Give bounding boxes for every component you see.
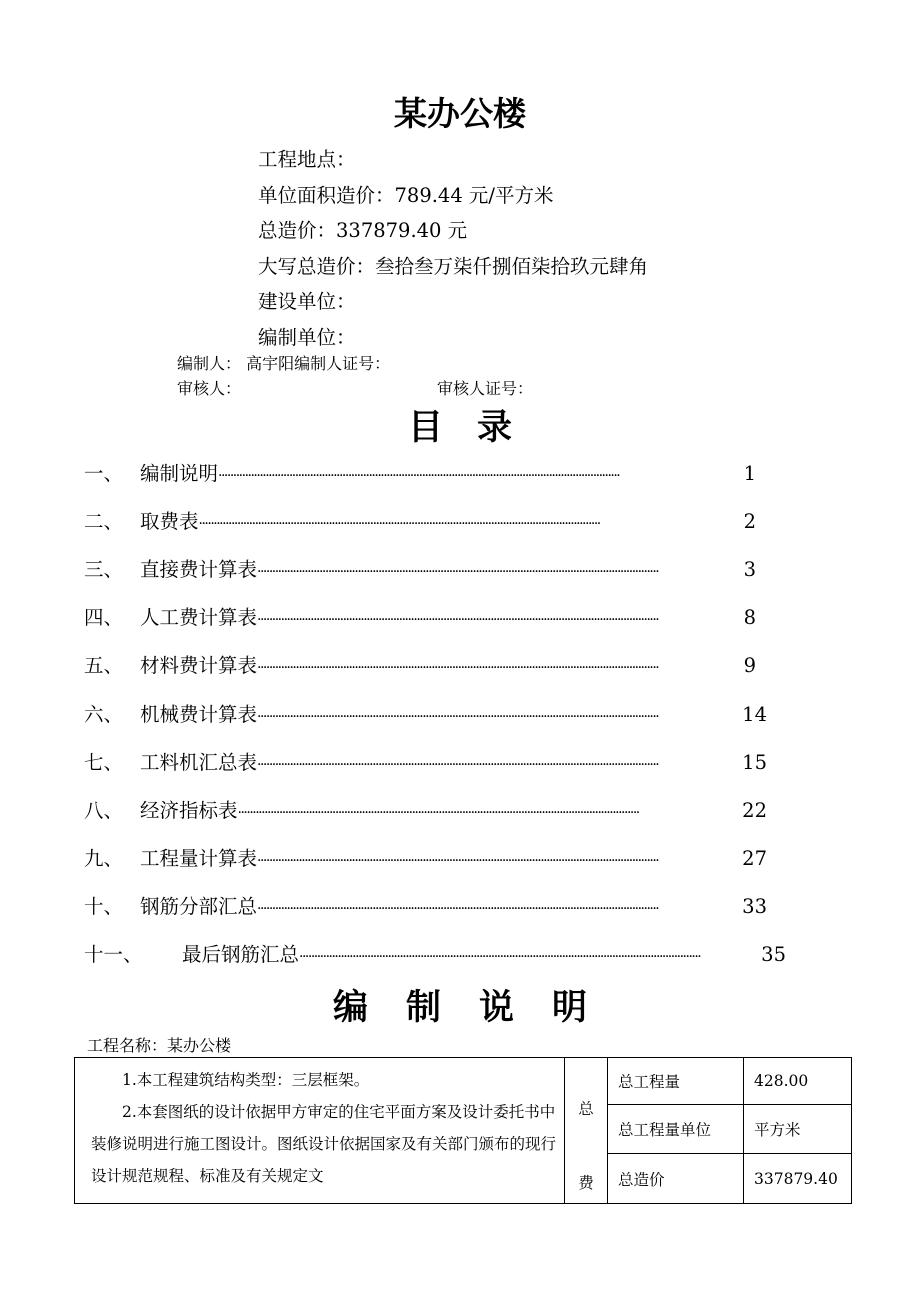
- toc-leader-dots: ········································································································································: [257, 564, 659, 580]
- toc-entry-page: 2: [743, 510, 756, 533]
- project-name: 工程名称：某办公楼: [87, 1036, 232, 1055]
- toc-entry-number: 十、: [84, 895, 124, 918]
- toc-entry-label: 机械费计算表: [140, 703, 258, 726]
- toc-leader-dots: ········································································································································: [299, 949, 701, 965]
- toc-entry-number: 三、: [84, 558, 124, 581]
- toc-leader-dots: ········································································································································: [198, 516, 600, 532]
- summary-side-label: [565, 1058, 608, 1204]
- toc-entry-page: 1: [743, 462, 756, 485]
- compiling-unit: 编制单位：: [258, 326, 356, 349]
- summary-label: 总工程量单位: [608, 1105, 744, 1154]
- toc-entry-label: 材料费计算表: [140, 654, 258, 677]
- total-cost-in-words: 大写总造价：叁拾叁万柒仟捌佰柒拾玖元肆角: [258, 255, 649, 278]
- toc-entry[interactable]: [84, 747, 767, 775]
- toc-entry-page: 33: [742, 895, 767, 918]
- toc-entry-number: 四、: [84, 606, 124, 629]
- toc-entry[interactable]: [84, 650, 756, 678]
- toc-entry-page: 22: [742, 799, 767, 822]
- total-cost: 总造价：337879.40 元: [258, 219, 468, 242]
- toc-leader-dots: ········································································································································: [257, 901, 659, 917]
- toc-entry-label: 工料机汇总表: [140, 751, 258, 774]
- toc-entry-label: 人工费计算表: [140, 606, 258, 629]
- notes-title: 编制说明: [332, 988, 625, 1028]
- toc-entry-number: 二、: [84, 510, 124, 533]
- toc-leader-dots: ········································································································································: [257, 660, 659, 676]
- toc-entry-page: 3: [743, 558, 756, 581]
- document-title: 某办公楼: [394, 94, 526, 133]
- compiler-signature: 编制人： 高宇阳编制人证号：: [177, 354, 391, 373]
- toc-entry[interactable]: [84, 506, 756, 534]
- toc-entry-number: 八、: [84, 799, 124, 822]
- toc-entry-label: 直接费计算表: [140, 558, 258, 581]
- toc-entry-page: 35: [761, 943, 786, 966]
- notes-description: [75, 1058, 565, 1204]
- side-label-bottom: 费: [578, 1173, 594, 1192]
- toc-leader-dots: ········································································································································: [257, 612, 659, 628]
- toc-entry-label: 编制说明: [140, 462, 219, 485]
- summary-label: 总工程量: [608, 1058, 744, 1105]
- summary-value: 平方米: [744, 1105, 852, 1154]
- toc-leader-dots: ········································································································································: [257, 709, 659, 725]
- toc-title: 目录: [407, 408, 546, 448]
- toc-entry[interactable]: [84, 458, 756, 486]
- toc-entry[interactable]: [84, 795, 767, 823]
- toc-entry-label: 经济指标表: [140, 799, 238, 822]
- toc-entry-label: 最后钢筋汇总: [182, 943, 300, 966]
- toc-leader-dots: ········································································································································: [237, 805, 639, 821]
- note-item-2: 2.本套图纸的设计依据甲方审定的住宅平面方案及设计委托书中装修说明进行施工图设计。图纸设计依据国家及有关部门颁布的现行设计规范规程、标准及有关规定文: [91, 1103, 557, 1185]
- summary-label: 总造价: [608, 1154, 744, 1204]
- toc-leader-dots: ········································································································································: [257, 853, 659, 869]
- toc-leader-dots: ········································································································································: [218, 468, 620, 484]
- construction-unit: 建设单位：: [258, 290, 356, 313]
- toc-entry[interactable]: [84, 699, 767, 727]
- summary-value: 337879.40: [744, 1154, 852, 1204]
- toc-entry-number: 五、: [84, 654, 124, 677]
- side-label-top: 总: [578, 1099, 594, 1118]
- toc-entry-label: 取费表: [140, 510, 199, 533]
- toc-entry-number: 九、: [84, 847, 124, 870]
- summary-value: 428.00: [744, 1058, 852, 1105]
- toc-entry-number: 一、: [84, 462, 124, 485]
- note-item-1: 1.本工程建筑结构类型：三层框架。: [122, 1071, 370, 1089]
- toc-entry-page: 27: [742, 847, 767, 870]
- toc-entry[interactable]: [84, 939, 786, 967]
- toc-entry-number: 七、: [84, 751, 124, 774]
- unit-area-cost: 单位面积造价：789.44 元/平方米: [258, 184, 554, 207]
- toc-entry[interactable]: [84, 602, 756, 630]
- toc-entry-page: 8: [743, 606, 756, 629]
- toc-entry-label: 钢筋分部汇总: [140, 895, 258, 918]
- reviewer-cert-number: 审核人证号：: [437, 379, 534, 398]
- toc-entry-page: 14: [742, 703, 767, 726]
- toc-entry-page: 9: [743, 654, 756, 677]
- project-location: 工程地点：: [258, 148, 356, 171]
- toc-entry[interactable]: [84, 554, 756, 582]
- toc-entry[interactable]: [84, 843, 767, 871]
- toc-entry-number: 十一、: [84, 943, 143, 966]
- toc-entry-number: 六、: [84, 703, 124, 726]
- toc-entry-label: 工程量计算表: [140, 847, 258, 870]
- toc-entry[interactable]: [84, 891, 767, 919]
- summary-table: [74, 1057, 852, 1204]
- toc-entry-page: 15: [742, 751, 767, 774]
- toc-leader-dots: ········································································································································: [257, 757, 659, 773]
- reviewer-signature: 审核人：: [177, 379, 242, 398]
